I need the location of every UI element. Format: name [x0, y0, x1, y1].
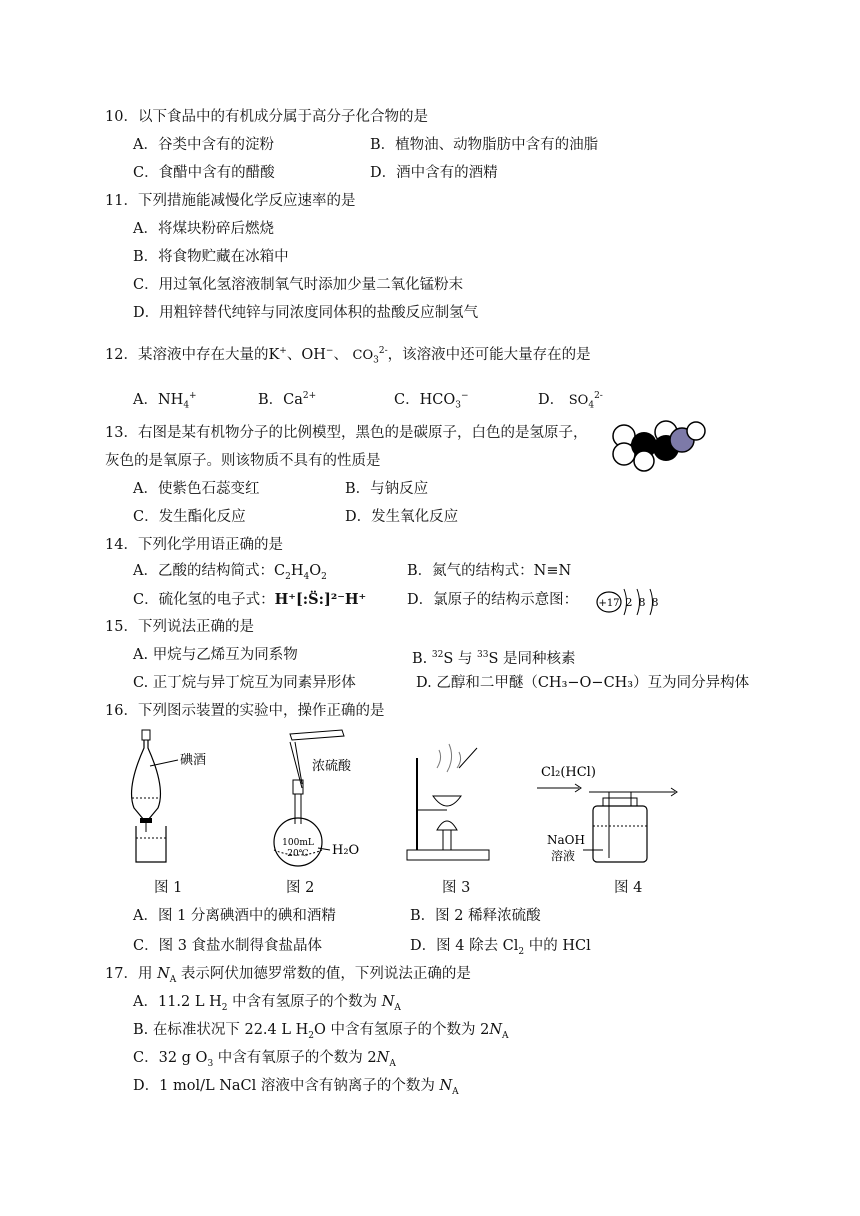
q16-stem: 16．下列图示装置的实验中，操作正确的是 [105, 703, 385, 719]
svg-text:8: 8 [651, 596, 659, 609]
svg-text:Cl₂(HCl): Cl₂(HCl) [541, 765, 596, 780]
q11-option-a: A．将煤块粉碎后燃烧 [133, 221, 274, 237]
figure-3-caption: 图 3 [442, 880, 471, 896]
q13-option-a: A．使紫色石蕊变红 [133, 481, 260, 497]
q10-option-d: D．酒中含有的酒精 [370, 165, 498, 181]
q11-option-b: B．将食物贮藏在冰箱中 [133, 249, 289, 265]
q12-option-d: D． $SO_4^{2-}$ [538, 391, 603, 411]
q10-option-b: B．植物油、动物脂肪中含有的油脂 [370, 137, 599, 153]
svg-text:8: 8 [638, 596, 646, 609]
q10-option-c: C．食醋中含有的醋酸 [133, 165, 275, 181]
svg-text:+17: +17 [598, 598, 620, 609]
q17-option-b: B. 在标准状况下 22.4 L $H_2O$ 中含有氢原子的个数为 $2N_A$ [133, 1022, 509, 1041]
svg-text:溶液: 溶液 [551, 849, 576, 863]
figure-1-caption: 图 1 [154, 880, 183, 896]
q12-option-a: A．$NH_4^+$ [133, 391, 197, 411]
svg-text:NaOH: NaOH [547, 833, 585, 847]
q14-option-c: C．硫化氢的电子式：H⁺[:S̈:]²⁻H⁺ [133, 591, 367, 608]
figure-3-evaporation-setup [403, 738, 498, 868]
q15-option-d: D. 乙醇和二甲醚（CH₃−O−CH₃）互为同分异构体 [416, 675, 750, 691]
q15-option-b: B. $^{32}$S 与 $^{33}$S 是同种核素 [412, 650, 576, 667]
q14-stem: 14．下列化学用语正确的是 [105, 537, 283, 553]
svg-text:20℃: 20℃ [287, 849, 309, 859]
svg-text:2: 2 [625, 596, 633, 609]
q15-stem: 15．下列说法正确的是 [105, 619, 254, 635]
q17-option-d: D．1 mol/L NaCl 溶液中含有钠离子的个数为 $N_A$ [133, 1078, 459, 1097]
q11-option-d: D．用粗锌替代纯锌与同浓度同体积的盐酸反应制氢气 [133, 305, 479, 321]
q17-stem: 17．用 $N_A$ 表示阿伏加德罗常数的值，下列说法正确的是 [105, 966, 471, 985]
molecule-model-figure [610, 418, 710, 474]
q14-option-b: B．氮气的结构式：N≡N [407, 563, 572, 579]
figure-1-separatory-funnel [120, 728, 230, 868]
q17-option-c: C．32 g $O_3$ 中含有氧原子的个数为 $2N_A$ [133, 1050, 396, 1069]
q13-option-d: D．发生氧化反应 [345, 509, 459, 525]
chlorine-atom-structure-diagram [594, 585, 664, 619]
figure-4-caption: 图 4 [614, 880, 643, 896]
q15-option-a: A. 甲烷与乙烯互为同系物 [133, 647, 298, 663]
q17-option-a: A．11.2 L $H_2$ 中含有氢原子的个数为 $N_A$ [133, 994, 401, 1013]
svg-text:H₂O: H₂O [332, 843, 360, 858]
q12-option-b: B．$Ca^{2+}$ [258, 391, 317, 408]
q13-option-b: B．与钠反应 [345, 481, 429, 497]
q13-option-c: C．发生酯化反应 [133, 509, 246, 525]
q12-stem: 12．某溶液中存在大量的K+、OH−、 $CO_3^{2-}$，该溶液中还可能大量存在的是 [105, 346, 591, 366]
q16-option-d: D．图 4 除去 $Cl_2$ 中的 HCl [410, 938, 591, 957]
q14-option-d: D．氯原子的结构示意图： [407, 592, 579, 608]
figure-2-volumetric-flask [262, 728, 372, 868]
svg-text:碘酒: 碘酒 [180, 753, 207, 768]
h2s-electron-formula: H⁺[:S̈:]²⁻H⁺ [274, 591, 367, 608]
q12-option-c: C．$HCO_3^-$ [394, 391, 469, 411]
q16-option-a: A．图 1 分离碘酒中的碘和酒精 [133, 908, 336, 924]
q16-option-b: B．图 2 稀释浓硫酸 [410, 908, 541, 924]
svg-text:浓硫酸: 浓硫酸 [312, 759, 352, 774]
svg-text:100mL: 100mL [282, 838, 314, 848]
q11-stem: 11．下列措施能减慢化学反应速率的是 [105, 193, 356, 209]
q10-option-a: A．谷类中含有的淀粉 [133, 137, 274, 153]
q13-stem-line2: 灰色的是氧原子。则该物质不具有的性质是 [105, 453, 381, 469]
q14-option-a: A．乙酸的结构简式：$C_2H_4O_2$ [133, 563, 327, 582]
q10-stem: 10．以下食品中的有机成分属于高分子化合物的是 [105, 109, 428, 125]
q13-stem-line1: 13．右图是某有机物分子的比例模型，黑色的是碳原子，白色的是氢原子， [105, 425, 588, 441]
figure-2-caption: 图 2 [286, 880, 315, 896]
q11-option-c: C．用过氧化氢溶液制氧气时添加少量二氧化锰粉末 [133, 277, 464, 293]
q15-option-c: C. 正丁烷与异丁烷互为同素异形体 [133, 675, 356, 691]
q16-option-c: C．图 3 食盐水制得食盐晶体 [133, 938, 323, 954]
figure-4-gas-washing-bottle [535, 758, 695, 868]
